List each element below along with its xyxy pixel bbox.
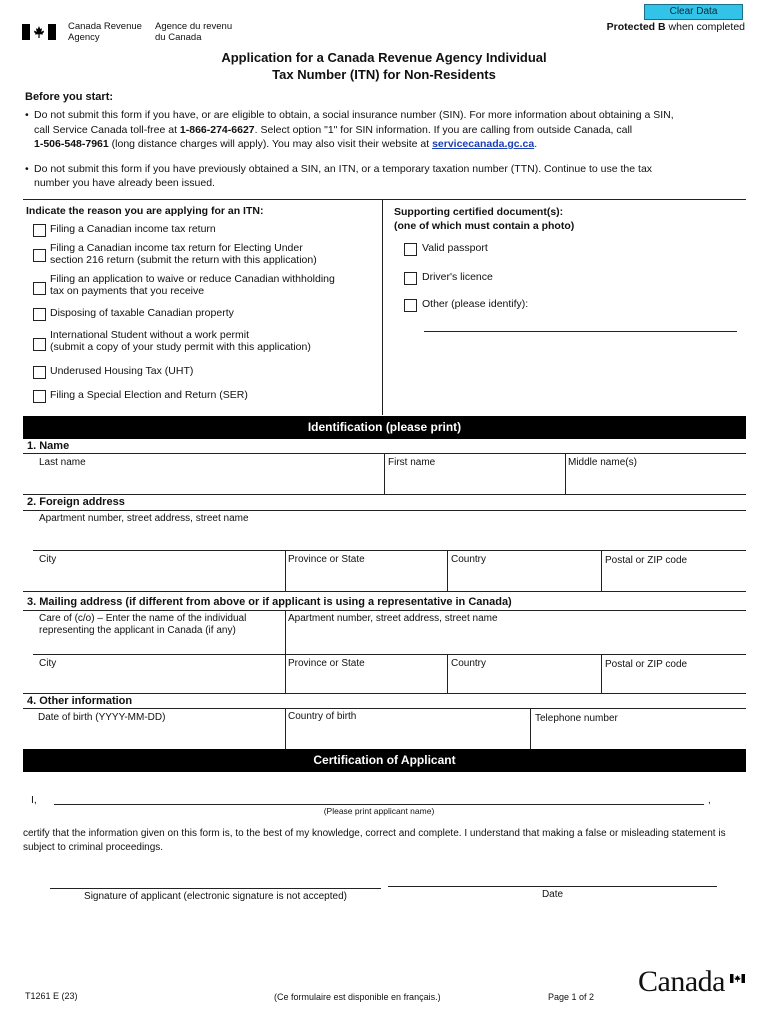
other-divider-2 (530, 708, 531, 749)
reason-checkbox-6[interactable] (33, 366, 46, 379)
section-4-other-info: 4. Other information (27, 695, 133, 707)
reason-label-3 (50, 273, 335, 297)
first-name-label: First name (388, 457, 436, 468)
doc-checkbox-passport[interactable] (404, 243, 417, 256)
mailing-postal-label: Postal or ZIP code (605, 659, 688, 670)
foreign-city-label: City (39, 554, 57, 565)
reasons-divider (382, 199, 383, 415)
form-id: T1261 E (23) (25, 991, 78, 1001)
section-2-foreign-address: 2. Foreign address (27, 496, 125, 508)
agency-name-fr (155, 21, 232, 43)
protected-suffix: when completed (668, 21, 745, 33)
reason-checkbox-3[interactable] (33, 282, 46, 295)
protected-b-label (607, 21, 745, 33)
mailing-city-label: City (39, 658, 57, 669)
reasons-top-rule (23, 199, 746, 200)
reason-4-line1: Disposing of taxable Canadian property (50, 307, 234, 319)
foreign-country-label: Country (451, 554, 487, 565)
form-title (0, 49, 768, 83)
doc-checkbox-other[interactable] (404, 299, 417, 312)
bullet1-end: . (534, 138, 538, 150)
doc-label-licence: Driver's licence (422, 271, 493, 283)
reason-3-line2: tax on payments that you receive (50, 285, 205, 297)
foreign-postal-label: Postal or ZIP code (605, 555, 688, 566)
country-of-birth-label: Country of birth (288, 711, 357, 722)
page-number: Page 1 of 2 (548, 992, 595, 1002)
foreign-province-label: Province or State (288, 554, 365, 565)
i-label: I, (31, 794, 37, 806)
mailing-divider-3 (601, 654, 602, 693)
foreign-row-top (23, 510, 746, 511)
certification-statement (23, 827, 753, 855)
clear-data-button[interactable] (644, 4, 743, 20)
title-line1: Application for a Canada Revenue Agency Individual (221, 50, 547, 65)
identification-bar: Identification (please print) (23, 416, 746, 439)
reason-checkbox-4[interactable] (33, 308, 46, 321)
documents-heading-line1: Supporting certified document(s): (394, 206, 564, 218)
reason-checkbox-7[interactable] (33, 390, 46, 403)
wordmark-flag-icon (730, 970, 745, 979)
doc-label-other: Other (please identify): (422, 298, 529, 310)
bullet2-line2: number you have already been issued. (34, 177, 215, 189)
bullet1-text2: call Service Canada toll-free at (34, 123, 180, 136)
signature-field[interactable] (50, 888, 381, 889)
name-divider-1 (384, 453, 385, 494)
agency-en-line1: Canada Revenue (68, 21, 142, 32)
foreign-divider-1 (285, 550, 286, 591)
bullet-icon: • (25, 109, 29, 121)
date-caption: Date (541, 889, 564, 900)
name-divider-2 (565, 453, 566, 494)
name-row-bottom (23, 494, 746, 495)
protected-b-text: Protected B (606, 21, 666, 33)
mailing-province-label: Province or State (288, 658, 365, 669)
documents-heading-line2: (one of which must contain a photo) (394, 220, 575, 232)
mailing-row-bottom (23, 693, 746, 694)
print-name-caption: (Please print applicant name) (323, 806, 435, 816)
telephone-label: Telephone number (535, 713, 618, 724)
reason-label-1 (50, 223, 216, 235)
clear-data-label: Clear Data (669, 6, 718, 17)
french-availability: (Ce formulaire est disponible en français.) (274, 992, 441, 1002)
reason-label-4 (50, 307, 234, 319)
care-of-line1: Care of (c/o) – Enter the name of the individual (39, 613, 247, 624)
bullet-icon: • (25, 163, 29, 175)
foreign-divider-2 (447, 550, 448, 591)
intro-bullet-2 (25, 162, 750, 190)
comma-label: , (708, 795, 711, 806)
reason-1-line1: Filing a Canadian income tax return (50, 223, 216, 235)
agency-fr-line1: Agence du revenu (155, 21, 233, 32)
last-name-label: Last name (39, 457, 86, 468)
reason-2-line1: Filing a Canadian income tax return for Electing Under (50, 242, 303, 254)
reason-label-7 (50, 389, 248, 401)
foreign-divider-3 (601, 550, 602, 591)
title-line2: Tax Number (ITN) for Non-Residents (272, 67, 496, 82)
reason-2-line2: section 216 return (submit the return with this application) (50, 254, 317, 266)
dob-label: Date of birth (YYYY-MM-DD) (38, 712, 166, 723)
bullet1-text1: Do not submit this form if you have, or are eligible to obtain, a social insurance number (SIN). For more information about obtaining a SIN, (34, 109, 674, 121)
reason-checkbox-1[interactable] (33, 224, 46, 237)
mailing-divider-1 (285, 654, 286, 693)
date-field[interactable] (388, 886, 717, 887)
bullet1-text3: . Select option "1" for SIN information. If you are calling from outside Canada, call (254, 123, 633, 136)
doc-label-passport: Valid passport (422, 242, 488, 254)
section-3-mailing-address: 3. Mailing address (if different from above or if applicant is using a representative in Canada) (27, 596, 512, 608)
phone-tollfree: 1-866-274-6627 (179, 123, 255, 136)
mailing-row-top (23, 610, 746, 611)
agency-fr-line2: du Canada (155, 32, 202, 43)
reason-5-line2: (submit a copy of your study permit with this application) (50, 341, 311, 353)
other-divider-1 (285, 708, 286, 749)
reason-label-6 (50, 365, 193, 377)
reason-checkbox-5[interactable] (33, 338, 46, 351)
other-row-top (23, 708, 746, 709)
reasons-heading: Indicate the reason you are applying for an ITN: (26, 205, 264, 217)
other-identify-field[interactable] (424, 331, 737, 332)
care-of-line2: representing the applicant in Canada (if any) (39, 625, 236, 636)
canada-wordmark (638, 965, 725, 999)
foreign-city-row-top (33, 550, 746, 551)
mailing-divider-2 (447, 654, 448, 693)
bullet2-line1: Do not submit this form if you have previously obtained a SIN, an ITN, or a temporary taxation number (TTN). Continue to use the tax (34, 163, 653, 175)
care-of-label (39, 613, 246, 637)
servicecanada-link[interactable]: servicecanada.gc.ca (432, 138, 535, 150)
reason-label-2 (50, 242, 317, 266)
documents-heading (394, 205, 574, 233)
mailing-country-label: Country (451, 658, 487, 669)
agency-name-en (68, 21, 142, 43)
middle-name-label: Middle name(s) (568, 457, 637, 468)
reason-3-line1: Filing an application to waive or reduce Canadian withholding (50, 273, 335, 285)
foreign-apt-label: Apartment number, street address, street name (39, 513, 249, 524)
intro-bullet-1 (25, 108, 750, 152)
statement-line1: certify that the information given on this form is, to the best of my knowledge, correct and complete. I understand that making a false or misleading statement is (23, 828, 726, 839)
certification-bar: Certification of Applicant (23, 749, 746, 772)
mailing-apt-label: Apartment number, street address, street name (288, 613, 498, 624)
agency-en-line2: Agency (68, 32, 100, 43)
doc-checkbox-licence[interactable] (404, 272, 417, 285)
phone-international: 1-506-548-7961 (34, 138, 109, 150)
canada-flag-icon (22, 24, 56, 40)
reason-5-line1: International Student without a work permit (50, 329, 250, 341)
section-1-name: 1. Name (27, 440, 70, 452)
mailing-city-row-top (33, 654, 746, 655)
reason-checkbox-2[interactable] (33, 249, 46, 262)
statement-line2: subject to criminal proceedings. (23, 842, 164, 853)
foreign-row-bottom (23, 591, 746, 592)
before-you-start-heading: Before you start: (25, 91, 114, 103)
signature-caption: Signature of applicant (electronic signature is not accepted) (84, 891, 347, 902)
mailing-divider-top (285, 610, 286, 654)
bullet1-text4: (long distance charges will apply). You may also visit their website at (108, 138, 433, 150)
reason-6-line1: Underused Housing Tax (UHT) (50, 365, 194, 377)
reason-7-line1: Filing a Special Election and Return (SER) (50, 389, 248, 401)
reason-label-5 (50, 329, 311, 353)
canada-wordmark-text: Canada (638, 965, 725, 998)
